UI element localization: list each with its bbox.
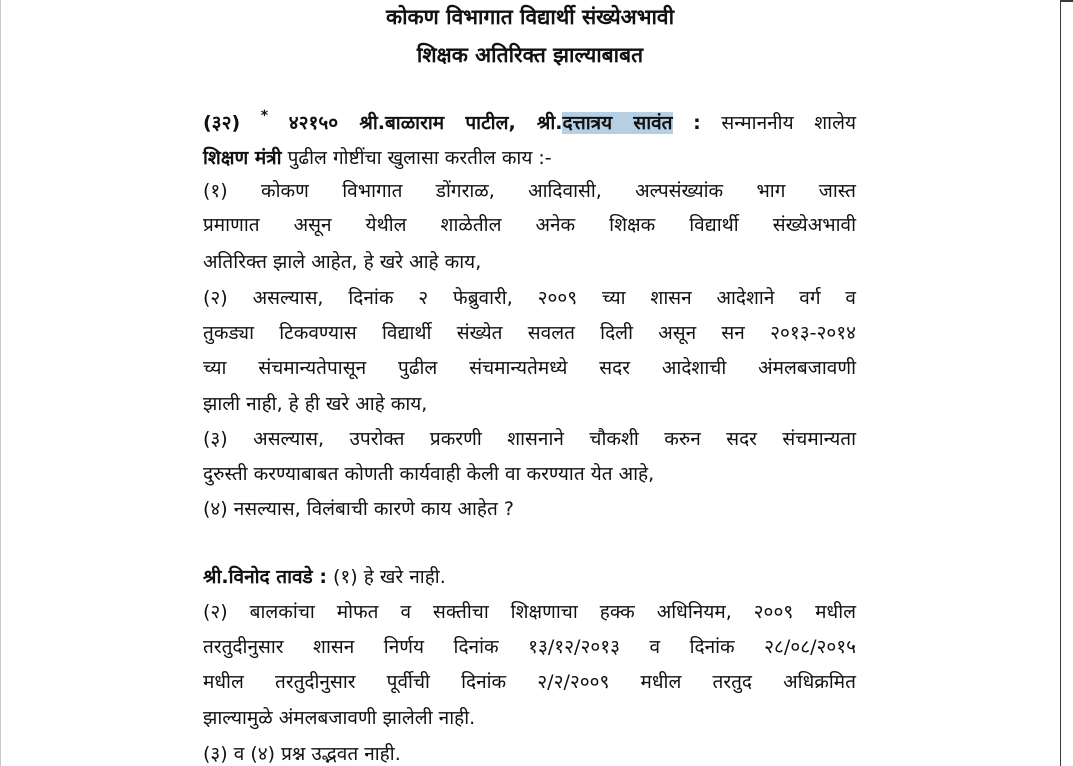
question-line: दुरुस्ती करण्याबाबत कोणती कार्यवाही केली वा करण्यात येत आहे, [203, 463, 655, 485]
minister-title: शिक्षण मंत्री [203, 147, 282, 169]
starred-question-icon: * [260, 108, 269, 124]
question-intro: पुढील गोष्टींचा खुलासा करतील काय :- [287, 147, 552, 169]
document-title-line-1: कोकण विभागात विद्यार्थी संख्येअभावी [385, 5, 675, 29]
page-right-edge [1060, 0, 1073, 766]
question-line: अतिरिक्त झाले आहेत, हे खरे आहे काय, [203, 251, 482, 273]
question-line: झाली नाही, हे ही खरे आहे काय, [203, 393, 428, 415]
answer-speaker: श्री.विनोद तावडे : [203, 566, 327, 588]
question-intro-line [203, 143, 856, 173]
answer-line: झाल्यामुळे अंमलबजावणी झालेली नाही. [203, 707, 476, 729]
question-line: (१) कोकण विभागात डोंगराळ, आदिवासी, अल्पसंख्यांक भाग जास्त [203, 180, 856, 202]
question-id-and-members: ४२१५० श्री.बाळाराम पाटील, श्री. [288, 112, 563, 134]
question-line: (४) नसल्यास, विलंबाची कारणे काय आहेत ? [203, 498, 514, 520]
question-header-line [203, 101, 856, 138]
answer-first: (१) हे खरे नाही. [333, 566, 446, 588]
question-number: (३२) [203, 112, 241, 134]
question-line: (३) असल्यास, उपरोक्त प्रकरणी शासनाने चौकशी करुन सदर संचमान्यता [203, 428, 856, 450]
highlighted-member-name[interactable]: दत्तात्रय सावंत [562, 112, 673, 134]
answer-line: (२) बालकांचा मोफत व सक्तीचा शिक्षणाचा हक्क अधिनियम, २००९ मधील [203, 601, 856, 623]
question-addressee: सन्माननीय शालेय [721, 112, 856, 134]
question-line: च्या संचमान्यतेपासून पुढील संचमान्यतेमध्ये सदर आदेशाची अंमलबजावणी [203, 357, 856, 379]
answer-first-line [203, 562, 856, 592]
answer-line: (३) व (४) प्रश्न उद्भवत नाही. [203, 743, 401, 765]
question-colon: : [693, 112, 701, 134]
page-top-border [1060, 0, 1073, 2]
question-line: (२) असल्यास, दिनांक २ फेब्रुवारी, २००९ च्या शासन आदेशाने वर्ग व [203, 287, 856, 309]
document-title-line-2: शिक्षक अतिरिक्त झाल्याबाबत [416, 43, 644, 67]
question-line: तुकड्या टिकवण्यास विद्यार्थी संख्येत सवलत दिली असून सन २०१३-२०१४ [203, 322, 856, 344]
answer-line: मधील तरतुदीनुसार पूर्वीची दिनांक २/२/२००९ मधील तरतुद अधिक्रमित [203, 671, 856, 693]
answer-line: तरतुदीनुसार शासन निर्णय दिनांक १३/१२/२०१३ व दिनांक २८/०८/२०१५ [203, 636, 856, 658]
question-line: प्रमाणात असून येथील शाळेतील अनेक शिक्षक विद्यार्थी संख्येअभावी [203, 214, 856, 236]
